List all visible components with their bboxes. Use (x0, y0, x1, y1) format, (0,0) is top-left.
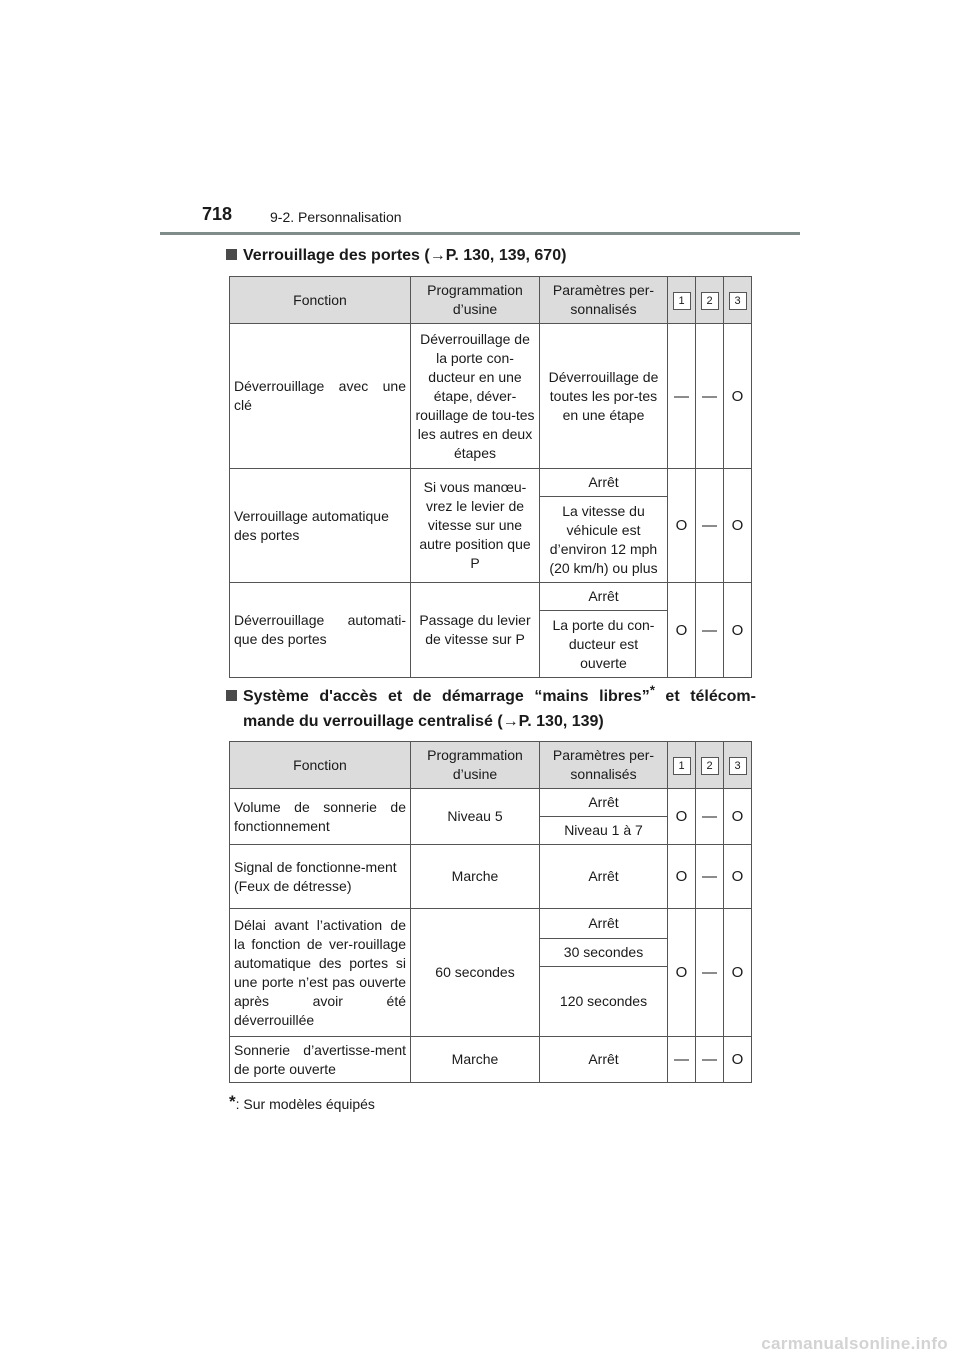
number-1-icon: 1 (673, 757, 691, 775)
header-col-2 (696, 742, 724, 789)
cell-perso: La vitesse du véhicule est d’environ 12 mph (20 km/h) ou plus (540, 497, 668, 583)
chapter-title: 9-2. Personnalisation (270, 209, 402, 225)
number-2-icon: 2 (701, 757, 719, 775)
header-col-3 (724, 277, 752, 324)
cell-fonction: Déverrouillage avec une clé (230, 324, 411, 469)
header-perso: Paramètres per-sonnalisés (540, 742, 668, 789)
table-header-row (230, 742, 752, 789)
cell-mark-1: O (668, 469, 696, 583)
cell-perso: 30 secondes (540, 939, 668, 967)
cell-mark-1: — (668, 324, 696, 469)
cell-usine: Si vous manœu-vrez le levier de vitesse sur une autre position que P (411, 469, 540, 583)
table-row (230, 469, 752, 497)
cell-mark-2: — (696, 1037, 724, 1083)
header-col-1 (668, 742, 696, 789)
cell-fonction: Signal de fonctionne-ment (Feux de détresse) (230, 845, 411, 909)
header-col-1 (668, 277, 696, 324)
number-3-icon: 3 (729, 292, 747, 310)
header-usine: Programmation d’usine (411, 277, 540, 324)
cell-mark-1: O (668, 909, 696, 1037)
cell-usine: Marche (411, 845, 540, 909)
page-header (160, 204, 800, 236)
cell-usine: 60 secondes (411, 909, 540, 1037)
cell-mark-2: — (696, 583, 724, 678)
cell-perso: Déverrouillage de toutes les por-tes en une étape (540, 324, 668, 469)
section-title-text: Système d'accès et de démarrage “mains libres”* et télécom-mande du verrouillage centralisé (→P. 130, 139) (243, 682, 756, 730)
header-col-3 (724, 742, 752, 789)
header-rule (160, 232, 800, 235)
cell-perso: Arrêt (540, 583, 668, 611)
cell-perso: Arrêt (540, 789, 668, 817)
header-perso: Paramètres per-sonnalisés (540, 277, 668, 324)
cell-mark-2: — (696, 909, 724, 1037)
header-usine: Programmation d’usine (411, 742, 540, 789)
cell-mark-3: O (724, 1037, 752, 1083)
cell-perso: Arrêt (540, 909, 668, 939)
section-title-keyless-entry (226, 684, 756, 734)
cell-usine: Déverrouillage de la porte con-ducteur en une étape, déver-rouillage de tou-tes les autres en deux étapes (411, 324, 540, 469)
footnote-star: * (229, 1092, 236, 1111)
cell-mark-2: — (696, 324, 724, 469)
footnote-text: : Sur modèles équipés (235, 1096, 375, 1112)
bullet-square-icon (226, 690, 237, 701)
cell-mark-3: O (724, 469, 752, 583)
cell-fonction: Déverrouillage automati-que des portes (230, 583, 411, 678)
cell-perso: La porte du con-ducteur est ouverte (540, 611, 668, 678)
number-1-icon: 1 (673, 292, 691, 310)
cell-usine: Passage du levier de vitesse sur P (411, 583, 540, 678)
cell-mark-2: — (696, 789, 724, 845)
section-title-text: Verrouillage des portes (→P. 130, 139, 670) (243, 247, 567, 264)
footnote (229, 1092, 375, 1112)
table-row (230, 324, 752, 469)
cell-mark-3: O (724, 583, 752, 678)
table-row (230, 845, 752, 909)
table-row (230, 909, 752, 939)
cell-mark-1: — (668, 1037, 696, 1083)
footnote-star: * (649, 682, 655, 698)
cell-fonction: Volume de sonnerie de fonctionnement (230, 789, 411, 845)
page-number: 718 (202, 204, 233, 224)
table-header-row (230, 277, 752, 324)
number-3-icon: 3 (729, 757, 747, 775)
cell-mark-1: O (668, 845, 696, 909)
watermark: carmanualsonline.info (761, 1334, 948, 1353)
table-row (230, 583, 752, 611)
section-title-door-locking (226, 243, 756, 268)
cell-mark-3: O (724, 909, 752, 1037)
cell-perso: Arrêt (540, 845, 668, 909)
cell-mark-3: O (724, 845, 752, 909)
keyless-entry-table (229, 741, 752, 1083)
number-2-icon: 2 (701, 292, 719, 310)
cell-perso: 120 secondes (540, 967, 668, 1037)
cell-mark-1: O (668, 789, 696, 845)
cell-fonction: Délai avant l’activation de la fonction de ver-rouillage automatique des portes si une porte n’est pas ouverte après avoir été déverrouillée (230, 909, 411, 1037)
cell-usine: Marche (411, 1037, 540, 1083)
header-col-2 (696, 277, 724, 324)
cell-fonction: Sonnerie d’avertisse-ment de porte ouverte (230, 1037, 411, 1083)
bullet-square-icon (226, 249, 237, 260)
header-fonction: Fonction (230, 742, 411, 789)
cell-mark-2: — (696, 845, 724, 909)
table-row (230, 1037, 752, 1083)
cell-perso: Niveau 1 à 7 (540, 817, 668, 845)
header-fonction: Fonction (230, 277, 411, 324)
table-row (230, 789, 752, 817)
cell-mark-1: O (668, 583, 696, 678)
cell-mark-3: O (724, 324, 752, 469)
cell-perso: Arrêt (540, 1037, 668, 1083)
cell-perso: Arrêt (540, 469, 668, 497)
cell-mark-2: — (696, 469, 724, 583)
door-locking-table (229, 276, 752, 678)
cell-mark-3: O (724, 789, 752, 845)
cell-usine: Niveau 5 (411, 789, 540, 845)
cell-fonction: Verrouillage automatique des portes (230, 469, 411, 583)
